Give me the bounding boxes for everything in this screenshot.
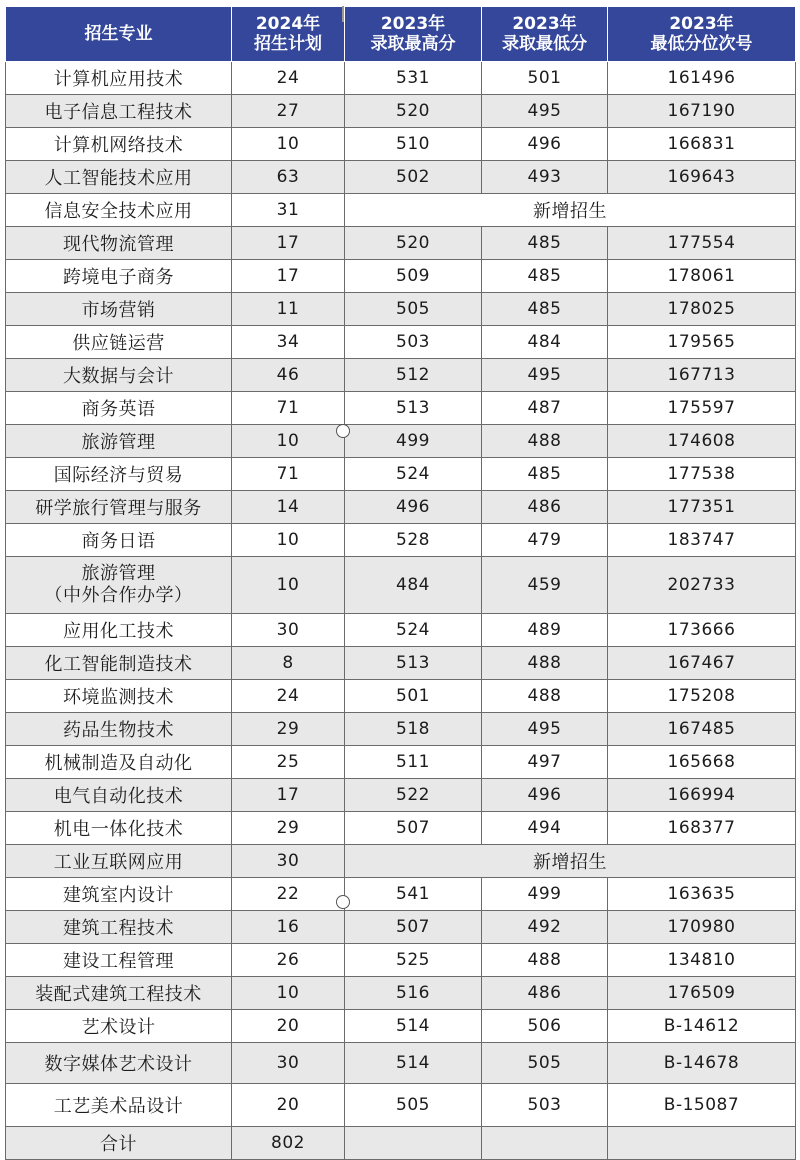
- cell-min: 485: [482, 293, 608, 326]
- cell-min: 493: [482, 161, 608, 194]
- handle-dot-upper: [336, 424, 350, 438]
- cell-rank: 178061: [608, 260, 796, 293]
- cell-rank: 166994: [608, 779, 796, 812]
- cell-min: 484: [482, 326, 608, 359]
- cell-plan: 27: [232, 95, 345, 128]
- table-row: [6, 779, 796, 812]
- table-row: [6, 95, 796, 128]
- cell-major: 应用化工技术: [6, 614, 232, 647]
- table-row: [6, 713, 796, 746]
- table-row: [6, 911, 796, 944]
- cell-rank: 134810: [608, 944, 796, 977]
- cell-major: 机械制造及自动化: [6, 746, 232, 779]
- table-row: [6, 491, 796, 524]
- table-row: [6, 614, 796, 647]
- cell-min: 485: [482, 458, 608, 491]
- total-empty-cell: [608, 1127, 796, 1160]
- cell-max: 522: [345, 779, 482, 812]
- cell-major: 工艺美术品设计: [6, 1084, 232, 1127]
- total-plan: 802: [232, 1127, 345, 1160]
- header-row: [6, 7, 796, 62]
- cell-min: 485: [482, 260, 608, 293]
- cell-min: 488: [482, 944, 608, 977]
- table-row: [6, 812, 796, 845]
- header-major: 招生专业: [6, 7, 232, 62]
- header-min: 2023年 录取最低分: [482, 7, 608, 62]
- cell-note: 新增招生: [345, 194, 796, 227]
- cell-plan: 46: [232, 359, 345, 392]
- cell-min: 486: [482, 491, 608, 524]
- cell-major: 电气自动化技术: [6, 779, 232, 812]
- handle-dot-lower: [336, 895, 350, 909]
- cell-major: 建筑室内设计: [6, 878, 232, 911]
- cell-major: 国际经济与贸易: [6, 458, 232, 491]
- total-empty-cell: [345, 1127, 482, 1160]
- cell-major: 市场营销: [6, 293, 232, 326]
- cell-plan: 30: [232, 614, 345, 647]
- cell-min: 489: [482, 614, 608, 647]
- cell-plan: 10: [232, 524, 345, 557]
- cell-rank: 177554: [608, 227, 796, 260]
- table-row: [6, 458, 796, 491]
- cell-plan: 30: [232, 1043, 345, 1084]
- cell-major: 电子信息工程技术: [6, 95, 232, 128]
- header-plan: 2024年 招生计划: [232, 7, 345, 62]
- cell-rank: 166831: [608, 128, 796, 161]
- cell-max: 514: [345, 1043, 482, 1084]
- cell-rank: 167467: [608, 647, 796, 680]
- cell-major-line: （中外合作办学）: [44, 585, 193, 606]
- cell-major: 跨境电子商务: [6, 260, 232, 293]
- cell-rank: B-14612: [608, 1010, 796, 1043]
- cell-plan: 71: [232, 392, 345, 425]
- cell-plan: 10: [232, 557, 345, 614]
- cell-rank: 168377: [608, 812, 796, 845]
- cell-rank: 167190: [608, 95, 796, 128]
- cell-rank: 177538: [608, 458, 796, 491]
- cell-min: 497: [482, 746, 608, 779]
- cell-plan: 22: [232, 878, 345, 911]
- header-max: 2023年 录取最高分: [345, 7, 482, 62]
- cell-min: 499: [482, 878, 608, 911]
- table-row: [6, 194, 796, 227]
- table-body: [6, 62, 796, 1160]
- cell-plan: 24: [232, 62, 345, 95]
- cell-rank: 179565: [608, 326, 796, 359]
- cell-rank: 176509: [608, 977, 796, 1010]
- cell-max: 520: [345, 95, 482, 128]
- admission-table: [5, 6, 796, 1160]
- cell-plan: 29: [232, 713, 345, 746]
- cell-plan: 20: [232, 1010, 345, 1043]
- cell-max: 518: [345, 713, 482, 746]
- cell-min: 495: [482, 359, 608, 392]
- table-row: [6, 1084, 796, 1127]
- cell-min: 503: [482, 1084, 608, 1127]
- table-row: [6, 1043, 796, 1084]
- table-row: [6, 260, 796, 293]
- cell-plan: 71: [232, 458, 345, 491]
- cell-min: 495: [482, 713, 608, 746]
- total-label: 合计: [6, 1127, 232, 1160]
- table-row: [6, 62, 796, 95]
- table-row: [6, 680, 796, 713]
- cell-max: 528: [345, 524, 482, 557]
- table-row: [6, 524, 796, 557]
- cell-major: 商务英语: [6, 392, 232, 425]
- cell-major: 旅游管理: [6, 425, 232, 458]
- table-row: [6, 557, 796, 614]
- cell-major: 供应链运营: [6, 326, 232, 359]
- cell-plan: 20: [232, 1084, 345, 1127]
- cell-min: 494: [482, 812, 608, 845]
- cell-max: 516: [345, 977, 482, 1010]
- cell-major: 数字媒体艺术设计: [6, 1043, 232, 1084]
- cell-major: 大数据与会计: [6, 359, 232, 392]
- table-row: [6, 878, 796, 911]
- cell-major: 商务日语: [6, 524, 232, 557]
- cell-plan: 17: [232, 779, 345, 812]
- cell-major: 化工智能制造技术: [6, 647, 232, 680]
- cell-max: 503: [345, 326, 482, 359]
- table-row: [6, 425, 796, 458]
- cell-min: 488: [482, 647, 608, 680]
- cell-plan: 63: [232, 161, 345, 194]
- cell-max: 499: [345, 425, 482, 458]
- cell-max: 541: [345, 878, 482, 911]
- cell-max: 509: [345, 260, 482, 293]
- cell-min: 495: [482, 95, 608, 128]
- cell-rank: 202733: [608, 557, 796, 614]
- table-row: [6, 293, 796, 326]
- table-row: [6, 359, 796, 392]
- cell-major: 环境监测技术: [6, 680, 232, 713]
- table-row: [6, 647, 796, 680]
- cell-major: 计算机网络技术: [6, 128, 232, 161]
- cell-min: 506: [482, 1010, 608, 1043]
- cell-max: 484: [345, 557, 482, 614]
- table-row: [6, 746, 796, 779]
- cell-plan: 25: [232, 746, 345, 779]
- cell-max: 513: [345, 647, 482, 680]
- cell-min: 492: [482, 911, 608, 944]
- cell-max: 525: [345, 944, 482, 977]
- cell-min: 486: [482, 977, 608, 1010]
- divider-line: [342, 6, 344, 22]
- total-empty-cell: [482, 1127, 608, 1160]
- cell-min: 488: [482, 425, 608, 458]
- cell-min: 487: [482, 392, 608, 425]
- cell-major: 信息安全技术应用: [6, 194, 232, 227]
- cell-major: 计算机应用技术: [6, 62, 232, 95]
- cell-rank: 163635: [608, 878, 796, 911]
- cell-major-line: 旅游管理: [81, 563, 156, 584]
- cell-plan: 17: [232, 227, 345, 260]
- cell-rank: 175208: [608, 680, 796, 713]
- cell-plan: 30: [232, 845, 345, 878]
- table-row: [6, 128, 796, 161]
- cell-max: 501: [345, 680, 482, 713]
- cell-min: 459: [482, 557, 608, 614]
- cell-max: 507: [345, 812, 482, 845]
- cell-max: 496: [345, 491, 482, 524]
- cell-rank: 173666: [608, 614, 796, 647]
- cell-rank: 178025: [608, 293, 796, 326]
- cell-plan: 11: [232, 293, 345, 326]
- cell-rank: 167485: [608, 713, 796, 746]
- cell-max: 531: [345, 62, 482, 95]
- cell-major: 研学旅行管理与服务: [6, 491, 232, 524]
- cell-rank: B-15087: [608, 1084, 796, 1127]
- cell-major: 人工智能技术应用: [6, 161, 232, 194]
- cell-max: 512: [345, 359, 482, 392]
- cell-rank: 183747: [608, 524, 796, 557]
- cell-major: 药品生物技术: [6, 713, 232, 746]
- cell-major: 建筑工程技术: [6, 911, 232, 944]
- cell-max: 513: [345, 392, 482, 425]
- table-row: [6, 977, 796, 1010]
- table-row: [6, 227, 796, 260]
- table-row: [6, 1010, 796, 1043]
- cell-note: 新增招生: [345, 845, 796, 878]
- cell-rank: 167713: [608, 359, 796, 392]
- cell-max: 511: [345, 746, 482, 779]
- cell-major: 现代物流管理: [6, 227, 232, 260]
- cell-min: 479: [482, 524, 608, 557]
- cell-rank: 165668: [608, 746, 796, 779]
- cell-min: 496: [482, 779, 608, 812]
- cell-plan: 8: [232, 647, 345, 680]
- cell-max: 524: [345, 458, 482, 491]
- cell-major: 建设工程管理: [6, 944, 232, 977]
- header-rank: 2023年 最低分位次号: [608, 7, 796, 62]
- cell-major: 装配式建筑工程技术: [6, 977, 232, 1010]
- cell-rank: 174608: [608, 425, 796, 458]
- table-row: [6, 392, 796, 425]
- cell-major: [6, 557, 232, 614]
- cell-rank: 177351: [608, 491, 796, 524]
- cell-plan: 31: [232, 194, 345, 227]
- cell-rank: 175597: [608, 392, 796, 425]
- cell-min: 488: [482, 680, 608, 713]
- cell-plan: 10: [232, 128, 345, 161]
- table-row: [6, 326, 796, 359]
- cell-max: 524: [345, 614, 482, 647]
- cell-plan: 10: [232, 977, 345, 1010]
- cell-rank: 169643: [608, 161, 796, 194]
- cell-plan: 16: [232, 911, 345, 944]
- cell-min: 485: [482, 227, 608, 260]
- total-row: [6, 1127, 796, 1160]
- cell-min: 496: [482, 128, 608, 161]
- cell-max: 505: [345, 293, 482, 326]
- cell-rank: B-14678: [608, 1043, 796, 1084]
- cell-plan: 24: [232, 680, 345, 713]
- table-row: [6, 845, 796, 878]
- cell-max: 507: [345, 911, 482, 944]
- cell-max: 505: [345, 1084, 482, 1127]
- cell-major: 机电一体化技术: [6, 812, 232, 845]
- cell-max: 520: [345, 227, 482, 260]
- cell-plan: 14: [232, 491, 345, 524]
- cell-max: 502: [345, 161, 482, 194]
- cell-min: 505: [482, 1043, 608, 1084]
- table-row: [6, 161, 796, 194]
- cell-plan: 34: [232, 326, 345, 359]
- cell-rank: 170980: [608, 911, 796, 944]
- table-row: [6, 944, 796, 977]
- cell-rank: 161496: [608, 62, 796, 95]
- cell-plan: 29: [232, 812, 345, 845]
- cell-plan: 17: [232, 260, 345, 293]
- cell-major: 艺术设计: [6, 1010, 232, 1043]
- cell-max: 510: [345, 128, 482, 161]
- cell-major: 工业互联网应用: [6, 845, 232, 878]
- cell-plan: 10: [232, 425, 345, 458]
- cell-min: 501: [482, 62, 608, 95]
- cell-plan: 26: [232, 944, 345, 977]
- cell-max: 514: [345, 1010, 482, 1043]
